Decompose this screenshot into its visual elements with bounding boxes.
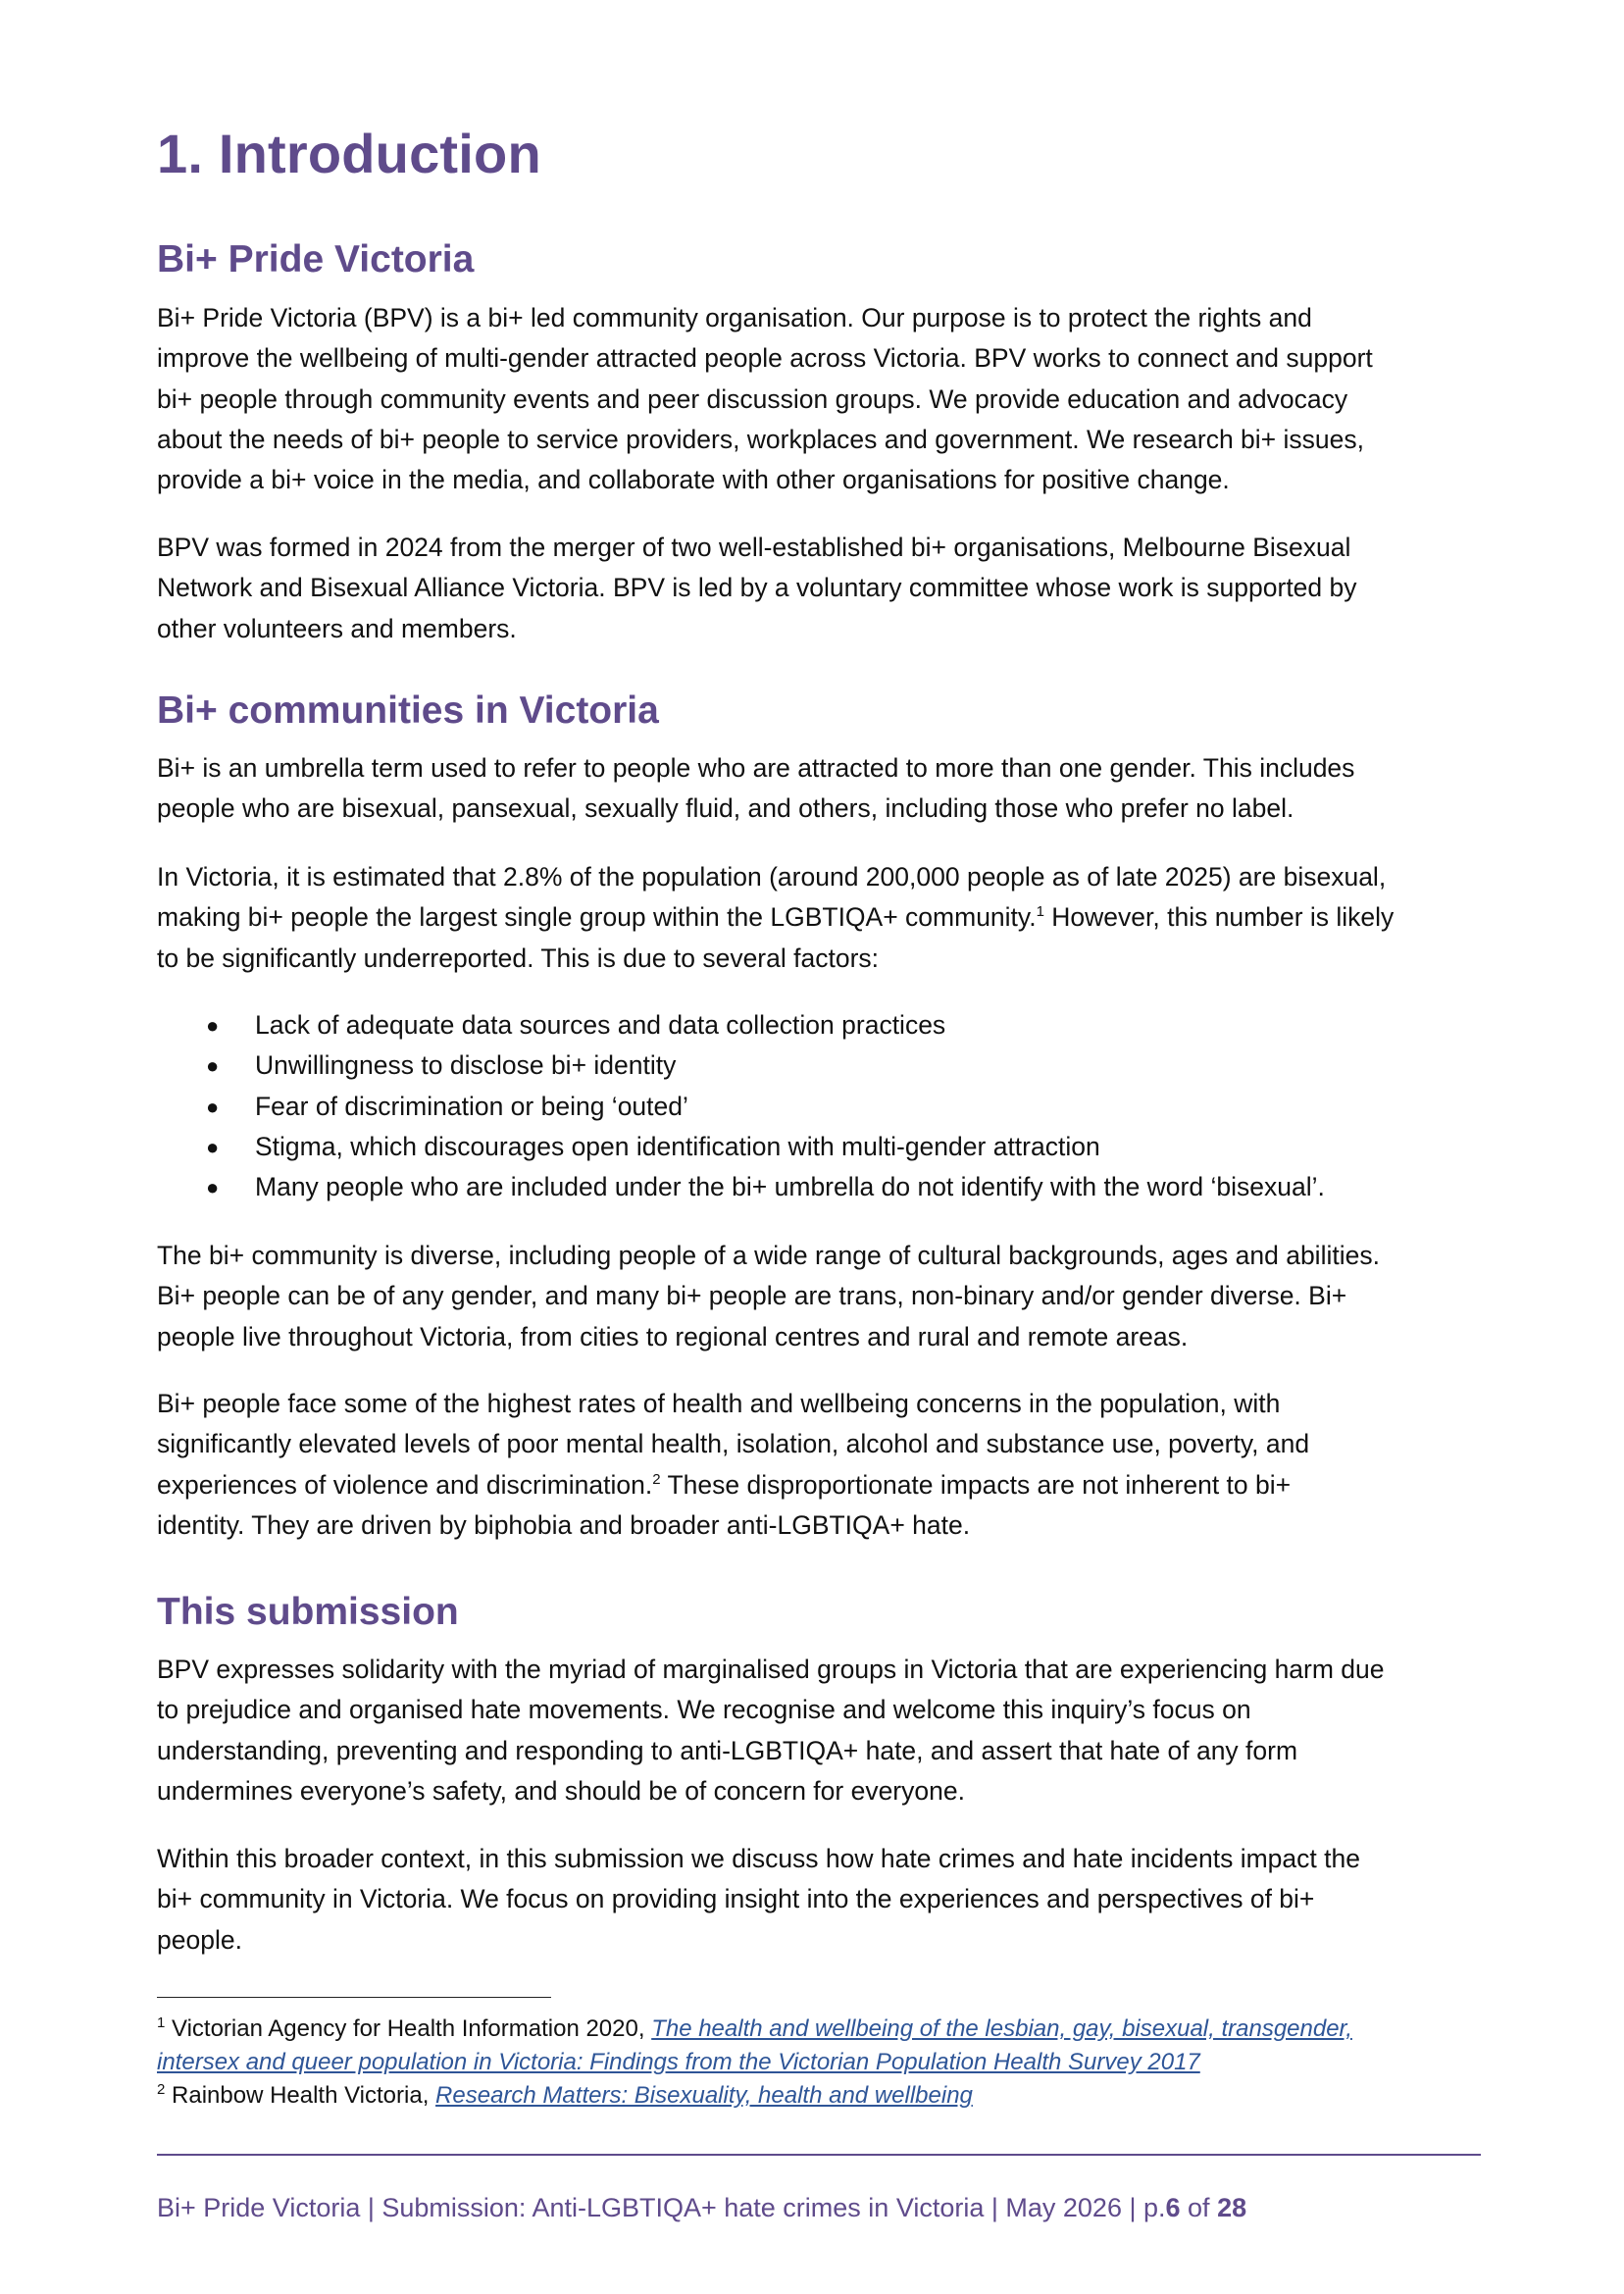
section-heading-submission: This submission	[157, 1591, 459, 1633]
footnote-2: $^2$ Rainbow Health Victoria, Research Matters: Bisexuality, health and wellbeing	[157, 2081, 973, 2109]
page-footer: Bi+ Pride Victoria | Submission: Anti-LGBTIQA+ hate crimes in Victoria | May 2026 | p.6 of 28	[157, 2193, 1247, 2222]
communities-paragraph-1: Bi+ is an umbrella term used to refer to people who are attracted to more than one gender. This includes people who are bisexual, pansexual, sexually fluid, and others, including those who prefer no label.	[157, 753, 1355, 824]
communities-paragraph-2: In Victoria, it is estimated that 2.8% of the population (around 200,000 people as of late 2025) are bisexual, making bi+ people the largest single group within the LGBTIQA+ community.$^1$ However, this number is likely to be significantly underreported. This is due to several factors:	[157, 862, 1395, 973]
footnote-1-link-cont[interactable]: intersex and queer population in Victoria: Findings from the Victorian Population Health Survey 2017	[157, 2049, 1200, 2075]
list-item: ● Many people who are included under the bi+ umbrella do not identify with the word ‘bisexual’.	[206, 1172, 1325, 1202]
footnote-1-link[interactable]: The health and wellbeing of the lesbian, gay, bisexual, transgender,	[651, 2015, 1352, 2042]
section-heading-bpv: Bi+ Pride Victoria	[157, 238, 475, 280]
page-number: 6	[1165, 2193, 1181, 2222]
list-item: ● Stigma, which discourages open identification with multi-gender attraction	[206, 1131, 1100, 1161]
list-item: ● Fear of discrimination or being ‘outed’	[206, 1091, 688, 1121]
list-item: ● Lack of adequate data sources and data collection practices	[206, 1010, 946, 1040]
communities-paragraph-3: The bi+ community is diverse, including people of a wide range of cultural backgrounds, ages and abilities. Bi+ people can be of any gender, and many bi+ people are trans, non-binary and/or gender diverse. Bi+ people live throughout Victoria, from cities to regional centres and rural and remote areas.	[157, 1241, 1380, 1351]
list-item: ● Unwillingness to disclose bi+ identity	[206, 1050, 677, 1081]
section-heading-communities: Bi+ communities in Victoria	[157, 689, 659, 732]
footer-divider	[157, 2154, 1481, 2156]
communities-paragraph-4: Bi+ people face some of the highest rates of health and wellbeing concerns in the population, with significantly elevated levels of poor mental health, isolation, alcohol and substance use, poverty, and experiences of violence and discrimination.$^2$ These disproportionate impacts are not inherent to bi+ identity. They are driven by biphobia and broader anti-LGBTIQA+ hate.	[157, 1389, 1310, 1540]
factors-list	[157, 1005, 1481, 1207]
footnote-ref-2[interactable]: 2	[652, 1470, 661, 1488]
footnote-ref-1[interactable]: 1	[1036, 903, 1044, 921]
bpv-paragraph-2: BPV was formed in 2024 from the merger of two well-established bi+ organisations, Melbourne Bisexual Network and Bisexual Alliance Victoria. BPV is led by a voluntary committee whose work is supported by other volunteers and members.	[157, 533, 1357, 643]
footnotes	[157, 2013, 1481, 2113]
submission-paragraph-1: BPV expresses solidarity with the myriad of marginalised groups in Victoria that are experiencing harm due to prejudice and organised hate movements. We recognise and welcome this inquiry’s focus on understanding, preventing and responding to anti-LGBTIQA+ hate, and assert that hate of any form undermines everyone’s safety, and should be of concern for everyone.	[157, 1655, 1385, 1806]
page-title: 1. Introduction	[157, 123, 541, 184]
footnote-2-link[interactable]: Research Matters: Bisexuality, health and wellbeing	[435, 2082, 973, 2109]
footnote-1: $^1$ Victorian Agency for Health Information 2020, The health and wellbeing of the lesbian, gay, bisexual, transgender, intersex and queer population in Victoria: Findings from the Victorian Population Health Survey 2017	[157, 2014, 1352, 2075]
bpv-paragraph-1: Bi+ Pride Victoria (BPV) is a bi+ led community organisation. Our purpose is to protect the rights and improve the wellbeing of multi-gender attracted people across Victoria. BPV works to connect and support bi+ people through community events and peer discussion groups. We provide education and advocacy about the needs of bi+ people to service providers, workplaces and government. We research bi+ issues, provide a bi+ voice in the media, and collaborate with other organisations for positive change.	[157, 303, 1373, 495]
submission-paragraph-2: Within this broader context, in this submission we discuss how hate crimes and hate incidents impact the bi+ community in Victoria. We focus on providing insight into the experiences and perspectives of bi+ people.	[157, 1844, 1360, 1955]
page-total: 28	[1217, 2193, 1247, 2222]
footnote-divider	[157, 1997, 551, 1998]
